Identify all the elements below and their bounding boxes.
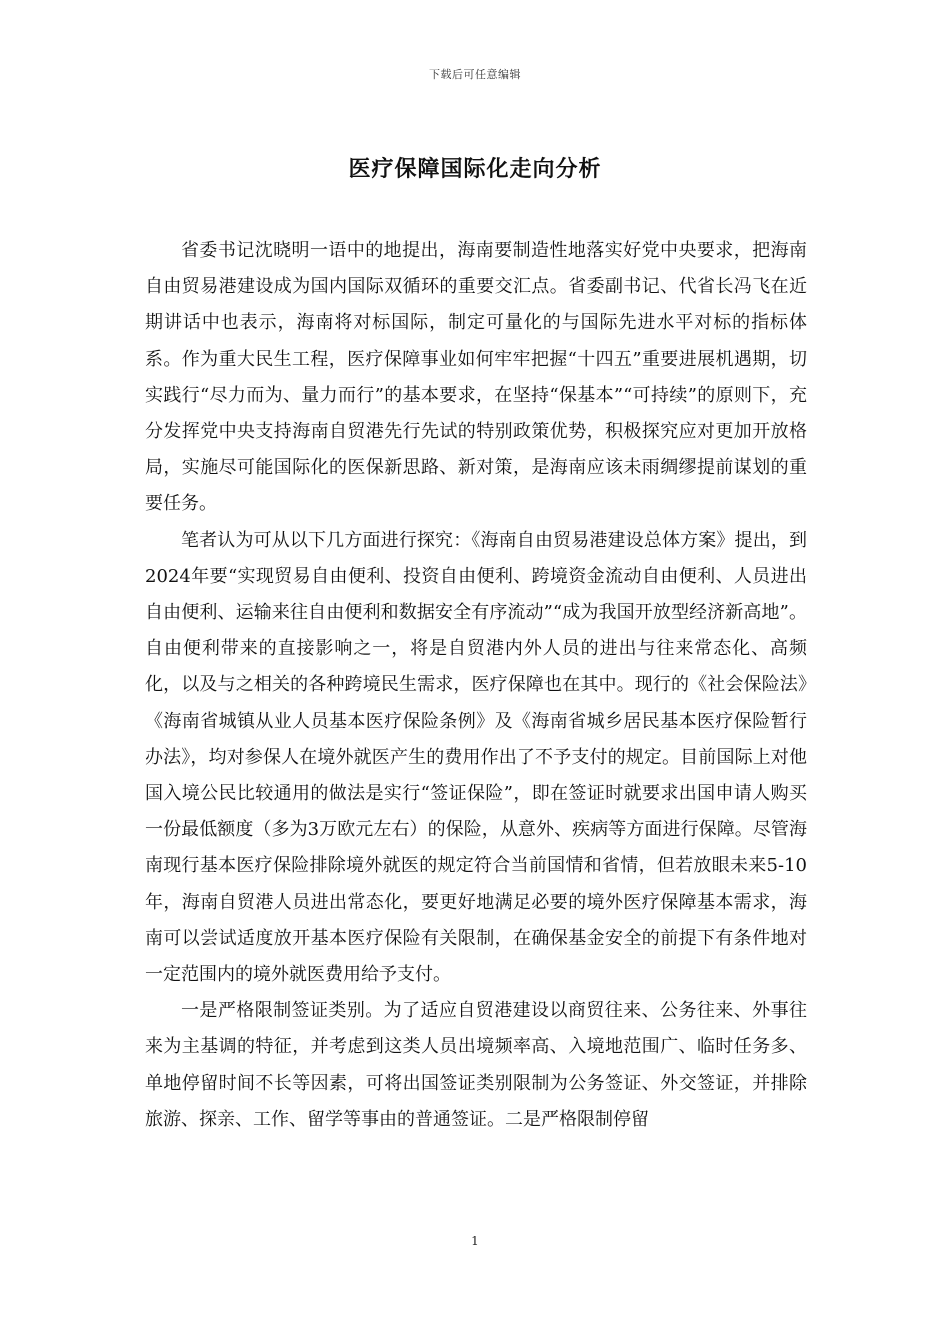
document-title: 医疗保障国际化走向分析 [348,157,602,182]
paragraph: 省委书记沈晓明一语中的地提出，海南要制造性地落实好党中央要求，把海南自由贸易港建设成为国内国际双循环的重要交汇点。省委副书记、代省长冯飞在近期讲话中也表示，海南将对标国际，制定可量化的与国际先进水平对标的指标体系。作为重大民生工程，医疗保障事业如何牢牢把握“十四五”重要进展机遇期，切实践行“尽力而为、量力而行”的基本要求，在坚持“保基本”“可持续”的原则下，充分发挥党中央支持海南自贸港先行先试的特别政策优势，积极探究应对更加开放格局，实施尽可能国际化的医保新思路、新对策，是海南应该未雨绸缪提前谋划的重要任务。 [145,240,807,515]
header-note: 下载后可任意编辑 [429,68,521,81]
page-number: 1 [471,1234,479,1248]
document-body [145,233,807,1138]
paragraph: 笔者认为可从以下几方面进行探究：《海南自由贸易港建设总体方案》提出，到2024年要“实现贸易自由便利、投资自由便利、跨境资金流动自由便利、人员进出自由便利、运输来往自由便利和数据安全有序流动”“成为我国开放型经济新高地”。自由便利带来的直接影响之一，将是自贸港内外人员的进出与往来常态化、高频化，以及与之相关的各种跨境民生需求，医疗保障也在其中。现行的《社会保险法》《海南省城镇从业人员基本医疗保险条例》及《海南省城乡居民基本医疗保险暂行办法》，均对参保人在境外就医产生的费用作出了不予支付的规定。目前国际上对他国入境公民比较通用的做法是实行“签证保险”，即在签证时就要求出国申请人购买一份最低额度（多为3万欧元左右）的保险，从意外、疾病等方面进行保障。尽管海南现行基本医疗保险排除境外就医的规定符合当前国情和省情，但若放眼未来5-10年，海南自贸港人员进出常态化，要更好地满足必要的境外医疗保障基本需求，海南可以尝试适度放开基本医疗保险有关限制，在确保基金安全的前提下有条件地对一定范围内的境外就医费用给予支付。 [145,529,807,986]
paragraph: 一是严格限制签证类别。为了适应自贸港建设以商贸往来、公务往来、外事往来为主基调的特征，并考虑到这类人员出境频率高、入境地范围广、临时任务多、单地停留时间不长等因素，可将出国签证类别限制为公务签证、外交签证，并排除旅游、探亲、工作、留学等事由的普通签证。二是严格限制停留 [145,1000,807,1130]
